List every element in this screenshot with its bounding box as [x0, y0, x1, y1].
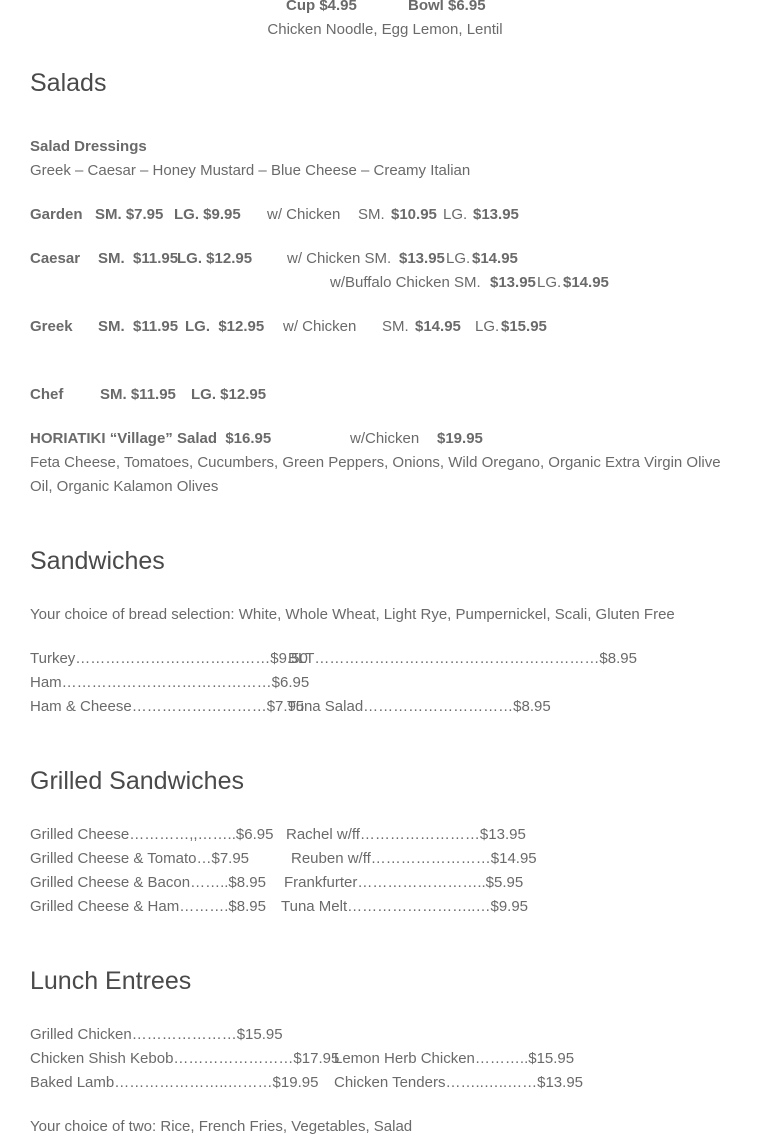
menu-item-ham: Ham……………………………………$6.95: [30, 674, 310, 691]
chef-salad-sm-price: SM. $11.95: [100, 386, 176, 403]
menu-item-lemon-herb-chicken: Lemon Herb Chicken………..$15.95: [334, 1050, 575, 1067]
menu-item-tuna-melt: Tuna Melt……………………..…$9.95: [281, 898, 529, 915]
menu-item-grilled-cheese-tomato: Grilled Cheese & Tomato…$7.95: [30, 850, 250, 867]
caesar-salad-name: Caesar: [30, 250, 81, 267]
garden-salad-lg-price: LG. $9.95: [174, 206, 241, 223]
garden-with-chicken-lg-label: LG.: [443, 206, 468, 223]
chef-salad-lg-price: LG. $12.95: [191, 386, 267, 403]
menu-item-chicken-tenders: Chicken Tenders……..…..……$13.95: [334, 1074, 584, 1091]
caesar-with-chicken-sm-price: $13.95: [399, 250, 445, 267]
caesar-with-chicken-lg-price: $14.95: [472, 250, 518, 267]
menu-item-grilled-cheese: Grilled Cheese…………,,……..$6.95: [30, 826, 274, 843]
menu-item-baked-lamb: Baked Lamb…………………..………$19.95: [30, 1074, 319, 1091]
menu-item-chicken-shish-kebob: Chicken Shish Kebob……………………$17.95: [30, 1050, 340, 1067]
menu-item-rachel: Rachel w/ff……………………$13.95: [286, 826, 526, 843]
menu-item-turkey: Turkey…………………………………$9.50: [30, 650, 308, 667]
caesar-with-chicken-label: w/ Chicken SM.: [287, 250, 392, 267]
menu-item-frankfurter: Frankfurter……………………..$5.95: [284, 874, 524, 891]
menu-item-tuna-salad: Tuna Salad…………………………$8.95: [287, 698, 551, 715]
horiatiki-salad-name: HORIATIKI “Village” Salad $16.95: [30, 430, 272, 447]
menu-item-ham-cheese: Ham & Cheese………………………$7.95: [30, 698, 305, 715]
soup-cup-price: Cup $4.95: [286, 0, 357, 14]
garden-salad-name: Garden: [30, 206, 83, 223]
salad-dressings-title: Salad Dressings: [30, 138, 147, 155]
horiatiki-description: Feta Cheese, Tomatoes, Cucumbers, Green Peppers, Onions, Wild Oregano, Organic Extra Virgin Olive Oil, Organic Kalamon Olives: [30, 454, 721, 495]
menu-item-reuben: Reuben w/ff……………………$14.95: [291, 850, 537, 867]
greek-with-chicken-sm-price: $14.95: [415, 318, 461, 335]
greek-salad-name: Greek: [30, 318, 73, 335]
soup-bowl-price: Bowl $6.95: [408, 0, 486, 14]
caesar-with-chicken-lg-label: LG.: [446, 250, 471, 267]
salads-heading: Salads: [30, 69, 107, 97]
caesar-buffalo-sm-price: $13.95: [490, 274, 536, 291]
caesar-buffalo-lg-price: $14.95: [563, 274, 609, 291]
salad-dressings-list: Greek – Caesar – Honey Mustard – Blue Cheese – Creamy Italian: [30, 162, 471, 179]
soup-types: Chicken Noodle, Egg Lemon, Lentil: [267, 21, 503, 38]
greek-with-chicken-sm-label: SM.: [382, 318, 409, 335]
caesar-salad-sm-price: SM. $11.95: [98, 250, 179, 267]
greek-with-chicken-lg-price: $15.95: [501, 318, 547, 335]
horiatiki-with-chicken-price: $19.95: [437, 430, 483, 447]
caesar-salad-lg-price: LG. $12.95: [177, 250, 253, 267]
garden-salad-sm-price: SM. $7.95: [95, 206, 164, 223]
greek-with-chicken-label: w/ Chicken: [283, 318, 357, 335]
menu-item-grilled-chicken: Grilled Chicken…………………$15.95: [30, 1026, 283, 1043]
menu-item-blt: BLT…………………………………………………$8.95: [288, 650, 637, 667]
menu-item-grilled-cheese-ham: Grilled Cheese & Ham……….$8.95: [30, 898, 266, 915]
garden-with-chicken-label: w/ Chicken: [267, 206, 341, 223]
garden-with-chicken-lg-price: $13.95: [473, 206, 519, 223]
garden-with-chicken-sm-label: SM.: [358, 206, 385, 223]
chef-salad-name: Chef: [30, 386, 64, 403]
greek-salad-lg-price: LG. $12.95: [185, 318, 265, 335]
sandwiches-heading: Sandwiches: [30, 547, 165, 575]
greek-salad-sm-price: SM. $11.95: [98, 318, 179, 335]
grilled-sandwiches-heading: Grilled Sandwiches: [30, 767, 244, 795]
bread-selection-note: Your choice of bread selection: White, Whole Wheat, Light Rye, Pumpernickel, Scali, Gluten Free: [30, 606, 675, 623]
menu-item-grilled-cheese-bacon: Grilled Cheese & Bacon……..$8.95: [30, 874, 266, 891]
horiatiki-with-chicken-label: w/Chicken: [350, 430, 420, 447]
garden-with-chicken-sm-price: $10.95: [391, 206, 437, 223]
caesar-buffalo-label: w/Buffalo Chicken SM.: [330, 274, 481, 291]
sides-choice-note: Your choice of two: Rice, French Fries, Vegetables, Salad: [30, 1118, 413, 1135]
caesar-buffalo-lg-label: LG.: [537, 274, 562, 291]
greek-with-chicken-lg-label: LG.: [475, 318, 500, 335]
lunch-entrees-heading: Lunch Entrees: [30, 967, 192, 995]
